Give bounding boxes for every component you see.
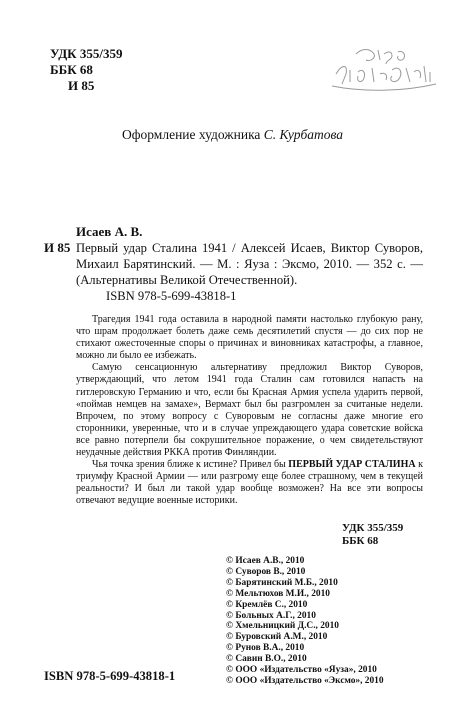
copyright-line: © Буровский А.М., 2010	[226, 632, 328, 643]
catalog-author: Исаев А. В.	[76, 224, 143, 239]
designer-label: Оформление художника	[122, 127, 261, 142]
copyright-line: © Барятинский М.Б., 2010	[226, 577, 338, 588]
bottom-classification-codes	[342, 522, 403, 548]
designer-name: С. Курбатова	[263, 127, 344, 142]
copyright-list	[226, 556, 384, 687]
copyright-line: © Больных А.Г., 2010	[226, 610, 316, 621]
author-index-code: И 85	[68, 78, 95, 93]
copyright-line: © Исаев А.В., 2010	[226, 556, 305, 566]
bibliographic-description: Первый удар Сталина 1941 / Алексей Исаев, Виктор Суворов, Михаил Барятинский. — М. : Яуза : Эксмо, 2010. — 352 с. — (Альтернативы Великой Отечественной).	[76, 241, 423, 288]
annotation-p3-end: к триумфу Красной Армии — или разгрому еще более страшному, чем в текущей реальности? И был ли такой удар вообще возможен? На все эти вопросы отвечают ведущие военные историки.	[76, 459, 423, 507]
classification-codes	[50, 46, 122, 94]
annotation-p3-start: Чья точка зрения ближе к истине? Привел бы	[92, 459, 289, 471]
copyright-line: © ООО «Издательство «Эксмо», 2010	[226, 675, 384, 686]
bottom-bbk-code: ББК 68	[342, 535, 379, 547]
copyright-line: © Суворов В., 2010	[226, 566, 306, 577]
bbk-code: ББК 68	[50, 62, 93, 77]
copyright-line: © ООО «Издательство «Яуза», 2010	[226, 665, 377, 676]
catalog-isbn: ISBN 978-5-699-43818-1	[106, 289, 237, 303]
copyright-line: © Савин В.О., 2010	[226, 654, 307, 665]
cover-designer-credit	[122, 127, 343, 143]
copyright-line: © Рунов В.А., 2010	[226, 643, 305, 654]
isbn-bottom: ISBN 978-5-699-43818-1	[44, 669, 176, 683]
annotation-paragraph-1: Трагедия 1941 года оставила в народной памяти настолько глубокую рану, что шрам продолжает болеть даже семь десятилетий спустя — до сих пор не стихают ожесточенные споры о причинах и виновниках катастрофы, а главное, можно ли было ее избежать.	[76, 314, 423, 362]
copyright-line: © Кремлёв С., 2010	[226, 599, 308, 610]
annotation-book-title: ПЕРВЫЙ УДАР СТАЛИНА	[288, 459, 416, 471]
udk-code: УДК 355/359	[50, 46, 123, 61]
copyright-line: © Мельтюхов М.И., 2010	[226, 588, 330, 599]
book-annotation	[76, 314, 423, 508]
annotation-paragraph-2: Самую сенсационную альтернативу предложил Виктор Суворов, утверждающий, что летом 1941 года Сталин сам готовился напасть на гитлеровскую Германию и что, если бы Красная Армия успела ударить первой, «поймав немцев на замахе», Вермахт был бы разгромлен за считаные недели. Впрочем, по этому вопросу с Суворовым не согласны даже многие его сторонники, уверенные, что и в случае упреждающего удара советские войска все равно потерпели бы сокрушительное поражение, о чем свидетельствуют неудачные действия РККА против Финляндии.	[76, 362, 423, 459]
bottom-udk-code: УДК 355/359	[342, 522, 404, 534]
library-stamp-graphic	[328, 44, 440, 92]
copyright-line: © Хмельницкий Д.С., 2010	[226, 621, 339, 632]
catalog-index: И 85	[44, 240, 71, 255]
library-stamp	[328, 44, 440, 92]
annotation-paragraph-3	[76, 459, 423, 507]
